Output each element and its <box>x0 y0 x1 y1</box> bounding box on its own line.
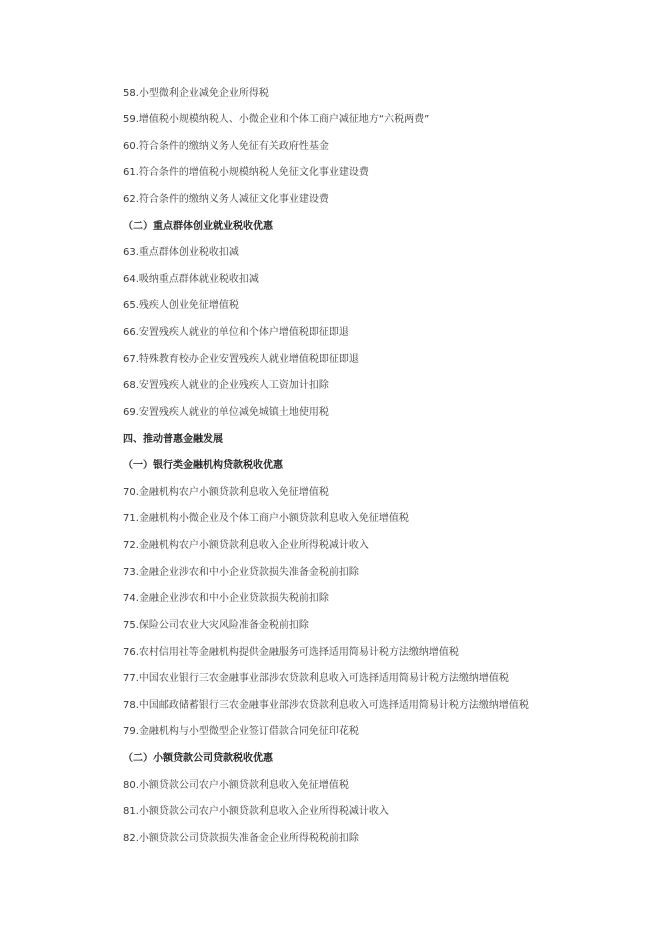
list-item: 64.吸纳重点群体就业税收扣减 <box>123 274 259 285</box>
section-heading: （一）银行类金融机构贷款税收优惠 <box>123 460 283 471</box>
list-item: 70.金融机构农户小额贷款利息收入免征增值税 <box>123 487 329 498</box>
list-item: 58.小型微利企业减免企业所得税 <box>123 88 269 99</box>
list-item: 72.金融机构农户小额贷款利息收入企业所得税减计收入 <box>123 540 369 551</box>
section-heading: （二）小额贷款公司贷款税收优惠 <box>123 753 273 764</box>
list-item: 62.符合条件的缴纳义务人减征文化事业建设费 <box>123 194 329 205</box>
list-item: 82.小额贷款公司贷款损失准备金企业所得税税前扣除 <box>123 833 359 844</box>
list-item: 77.中国农业银行三农金融事业部涉农贷款利息收入可选择适用简易计税方法缴纳增值税 <box>123 673 509 684</box>
list-item: 61.符合条件的增值税小规模纳税人免征文化事业建设费 <box>123 167 369 178</box>
list-item: 81.小额贷款公司农户小额贷款利息收入企业所得税减计收入 <box>123 806 389 817</box>
list-item: 79.金融机构与小型微型企业签订借款合同免征印花税 <box>123 726 359 737</box>
list-item: 78.中国邮政储蓄银行三农金融事业部涉农贷款利息收入可选择适用简易计税方法缴纳增值税 <box>123 700 529 711</box>
list-item: 63.重点群体创业税收扣减 <box>123 247 239 258</box>
list-item: 65.残疾人创业免征增值税 <box>123 300 239 311</box>
list-item: 76.农村信用社等金融机构提供金融服务可选择适用简易计税方法缴纳增值税 <box>123 647 459 658</box>
list-item: 69.安置残疾人就业的单位减免城镇土地使用税 <box>123 407 329 418</box>
chapter-heading: 四、推动普惠金融发展 <box>123 434 223 445</box>
list-item: 67.特殊教育校办企业安置残疾人就业增值税即征即退 <box>123 354 359 365</box>
list-item: 71.金融机构小微企业及个体工商户小额贷款利息收入免征增值税 <box>123 513 409 524</box>
list-item: 75.保险公司农业大灾风险准备金税前扣除 <box>123 620 309 631</box>
list-item: 74.金融企业涉农和中小企业贷款损失税前扣除 <box>123 593 329 604</box>
list-item: 73.金融企业涉农和中小企业贷款损失准备金税前扣除 <box>123 567 359 578</box>
list-item: 66.安置残疾人就业的单位和个体户增值税即征即退 <box>123 327 349 338</box>
section-heading: （二）重点群体创业就业税收优惠 <box>123 221 273 232</box>
list-item: 60.符合条件的缴纳义务人免征有关政府性基金 <box>123 141 329 152</box>
list-item: 80.小额贷款公司农户小额贷款利息收入免征增值税 <box>123 780 349 791</box>
list-item: 59.增值税小规模纳税人、小微企业和个体工商户减征地方“六税两费” <box>123 114 430 125</box>
list-item: 68.安置残疾人就业的企业残疾人工资加计扣除 <box>123 380 329 391</box>
